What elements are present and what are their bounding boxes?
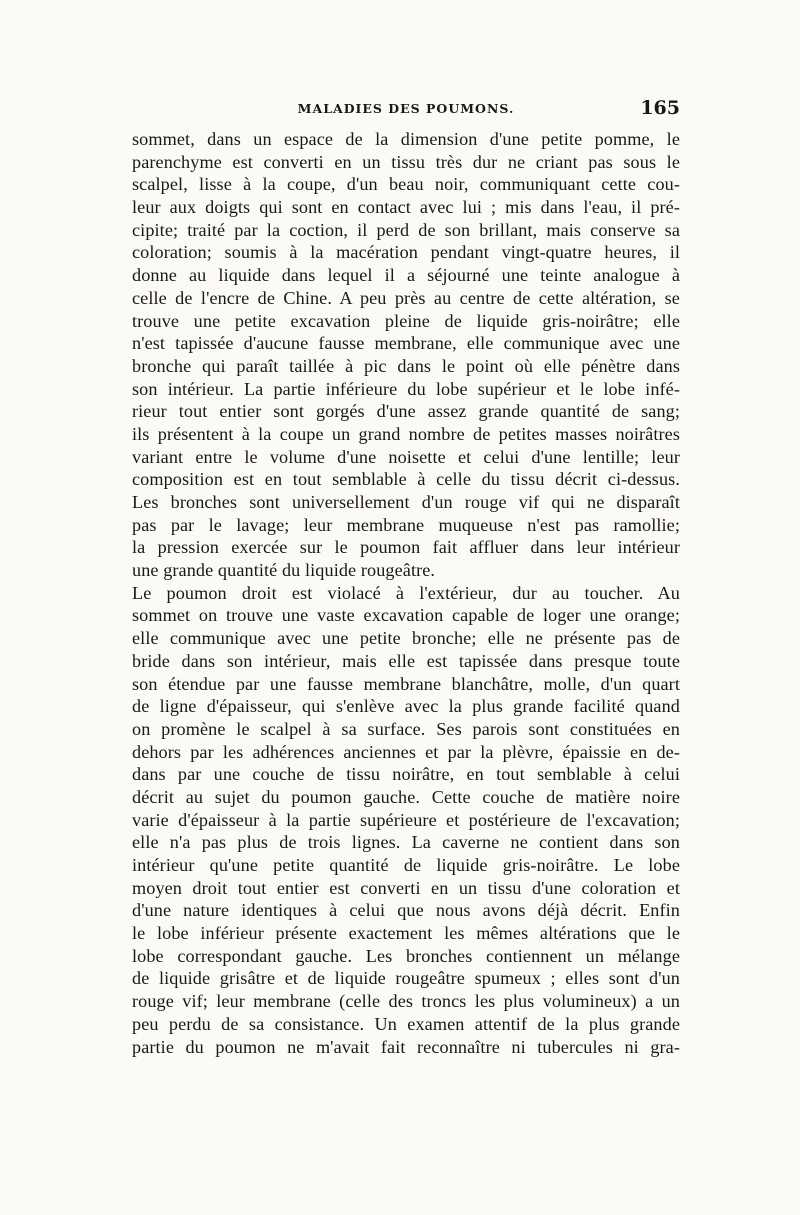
- text-line: la pression exercée sur le poumon fait affluer dans leur intérieur: [132, 537, 680, 558]
- paragraph-end-line: une grande quantité du liquide rougeâtre.: [132, 560, 436, 581]
- text-line: dans par une couche de tissu noirâtre, en tout semblable à celui: [132, 764, 680, 785]
- body-text: [132, 128, 680, 1058]
- text-line: sommet on trouve une vaste excavation capable de loger une orange;: [132, 605, 680, 626]
- text-line: variant entre le volume d'une noisette et celui d'une lentille; leur: [132, 446, 680, 467]
- text-line: peu perdu de sa consistance. Un examen attentif de la plus grande: [132, 1013, 680, 1034]
- text-line: coloration; soumis à la macération pendant vingt-quatre heures, il: [132, 242, 680, 263]
- page-number: 165: [640, 97, 680, 119]
- text-line: composition est en tout semblable à celle du tissu décrit ci-dessus.: [132, 469, 680, 490]
- text-line: lobe correspondant gauche. Les bronches contiennent un mélange: [132, 945, 680, 966]
- text-line: on promène le scalpel à sa surface. Ses parois sont constituées en: [132, 718, 680, 739]
- text-line: leur aux doigts qui sont en contact avec lui ; mis dans l'eau, il pré-: [132, 197, 680, 218]
- text-line: donne au liquide dans lequel il a séjourné une teinte analogue à: [132, 265, 680, 286]
- text-line: décrit au sujet du poumon gauche. Cette couche de matière noire: [132, 786, 680, 807]
- text-line: trouve une petite excavation pleine de liquide gris-noirâtre; elle: [132, 310, 680, 331]
- text-line: son intérieur. La partie inférieure du lobe supérieur et le lobe infé-: [132, 378, 680, 399]
- text-line: elle n'a pas plus de trois lignes. La caverne ne contient dans son: [132, 832, 680, 853]
- text-line: rieur tout entier sont gorgés d'une assez grande quantité de sang;: [132, 401, 680, 422]
- text-line: cipite; traité par la coction, il perd de son brillant, mais conserve sa: [132, 219, 680, 240]
- text-line: rouge vif; leur membrane (celle des troncs les plus volumineux) a un: [132, 991, 680, 1012]
- text-line: n'est tapissée d'aucune fausse membrane, elle communique avec une: [132, 333, 680, 354]
- text-line: moyen droit tout entier est converti en un tissu d'une coloration et: [132, 877, 680, 898]
- text-line: le lobe inférieur présente exactement les mêmes altérations que le: [132, 923, 680, 944]
- text-line: elle communique avec une petite bronche; elle ne présente pas de: [132, 628, 680, 649]
- text-line: bride dans son intérieur, mais elle est tapissée dans presque toute: [132, 650, 680, 671]
- text-line: partie du poumon ne m'avait fait reconnaître ni tubercules ni gra-: [132, 1036, 680, 1057]
- text-line: varie d'épaisseur à la partie supérieure et postérieure de l'excavation;: [132, 809, 680, 830]
- paragraph-start-line: Le poumon droit est violacé à l'extérieur, dur au toucher. Au: [132, 582, 680, 603]
- text-line: celle de l'encre de Chine. A peu près au centre de cette altération, se: [132, 287, 680, 308]
- text-line: d'une nature identiques à celui que nous avons déjà décrit. Enfin: [132, 900, 680, 921]
- text-line: Les bronches sont universellement d'un rouge vif qui ne disparaît: [132, 492, 680, 512]
- text-line: son étendue par une fausse membrane blanchâtre, molle, d'un quart: [132, 673, 680, 694]
- text-line: dehors par les adhérences anciennes et par la plèvre, épaissie en de-: [132, 741, 680, 762]
- text-line: de ligne d'épaisseur, qui s'enlève avec la plus grande facilité quand: [132, 696, 680, 717]
- text-line: de liquide grisâtre et de liquide rougeâtre spumeux ; elles sont d'un: [132, 968, 680, 989]
- text-line: sommet, dans un espace de la dimension d'une petite pomme, le: [132, 129, 680, 149]
- running-title: MALADIES DES POUMONS.: [297, 101, 515, 116]
- text-line: intérieur qu'une petite quantité de liquide gris-noirâtre. Le lobe: [132, 855, 680, 875]
- text-line: bronche qui paraît taillée à pic dans le point où elle pénètre dans: [132, 355, 680, 376]
- running-head: [132, 97, 680, 123]
- text-line: ils présentent à la coupe un grand nombre de petites masses noirâtres: [132, 423, 680, 444]
- text-line: pas par le lavage; leur membrane muqueuse n'est pas ramollie;: [132, 514, 680, 535]
- text-line: parenchyme est converti en un tissu très dur ne criant pas sous le: [132, 151, 680, 172]
- text-line: scalpel, lisse à la coupe, d'un beau noir, communiquant cette cou-: [132, 174, 680, 195]
